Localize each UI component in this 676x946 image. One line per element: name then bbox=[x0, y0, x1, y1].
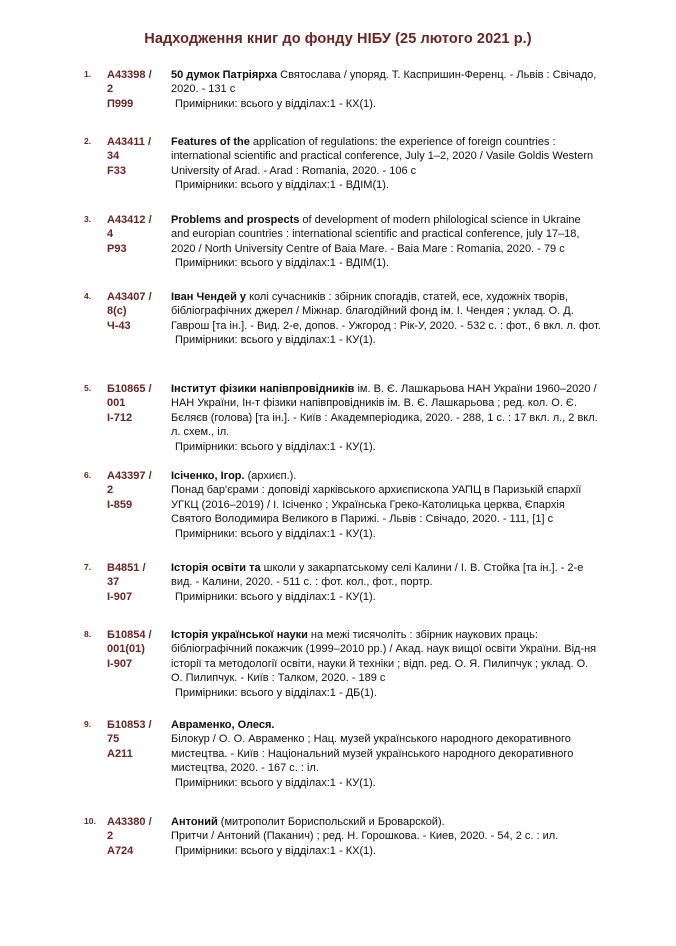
entry-text: of development of modern philological science in Ukraine and europian countries : international scientific and practical conference, july 17–18, 2020 / North University Centre of Baia Mare. - Baia Mare : Romania, 2020. - 79 с bbox=[171, 214, 581, 255]
entry-number: 5. bbox=[84, 383, 92, 393]
copies-info: Примірники: всього у відділах:1 - ВДІМ(1). bbox=[175, 257, 389, 270]
description-second: Понад бар'єрами : доповіді харківського архиєпископа УАПЦ в Паризькій єпархії УГКЦ (2016–2019) / І. Ісіченко ; Українська Греко-Католицька церква, Єпархія Святого Володимира Великого в Парижі. - Львів : Свічадо, 2020. - 111, [1] с bbox=[171, 484, 582, 526]
bibliographic-description bbox=[171, 290, 601, 348]
list-item bbox=[0, 68, 676, 111]
list-item bbox=[0, 561, 676, 604]
shelf-code-line-2: 75 bbox=[107, 733, 120, 746]
shelf-code-line-3: П999 bbox=[107, 97, 134, 110]
shelf-code-line-3: І-712 bbox=[107, 411, 133, 424]
list-item bbox=[0, 718, 676, 790]
shelf-mark bbox=[107, 213, 167, 256]
entry-heading: Features of the bbox=[171, 136, 250, 148]
entry-text: колі сучасників : збірник спогадів, статей, есе, художніх творів, бібліографічних джерел / Міжнар. благодійний фонд ім. І. Чендея ; уклад. О. Д. Гаврош [та ін.]. - Вид. 2-е, допов. - Ужгород : Рік-У, 2020. - 532 с. : фот., 6 вкл. л. фот. bbox=[171, 291, 601, 332]
copies-info: Примірники: всього у відділах:1 - КУ(1). bbox=[175, 334, 376, 347]
shelf-mark bbox=[107, 135, 167, 178]
page-title: Надходження книг до фонду НІБУ (25 лютого 2021 р.) bbox=[144, 31, 532, 47]
shelf-code-line-2: 001 bbox=[107, 397, 126, 410]
entry-number: 3. bbox=[84, 214, 92, 224]
entry-heading: 50 думок Патріярха bbox=[171, 69, 278, 81]
shelf-code-line-1: А43397 / bbox=[107, 470, 152, 482]
shelf-code-line-1: А43407 / bbox=[107, 291, 152, 303]
bibliographic-description bbox=[171, 815, 601, 858]
shelf-mark bbox=[107, 628, 167, 671]
entry-number: 6. bbox=[84, 470, 92, 480]
description-main bbox=[171, 382, 601, 440]
entry-number: 1. bbox=[84, 69, 92, 79]
entry-heading: Problems and prospects bbox=[171, 214, 300, 226]
description-main bbox=[171, 628, 601, 686]
shelf-code-line-2: 34 bbox=[107, 150, 120, 163]
bibliographic-description bbox=[171, 382, 601, 454]
shelf-mark bbox=[107, 718, 167, 761]
entry-text: (митрополит Бориспольский и Броварской). bbox=[217, 816, 445, 828]
shelf-code-line-2: 2 bbox=[107, 83, 114, 96]
entry-text: application of regulations: the experience of foreign countries : international scientific and practical conference, July 1–2, 2020 / Vasile Goldis Western University of Arad. - Arad : Romania, 2020. - 106 с bbox=[171, 136, 594, 177]
list-item bbox=[0, 469, 676, 541]
list-item bbox=[0, 382, 676, 454]
entry-text: (архиєп.). bbox=[244, 470, 297, 482]
description-main bbox=[171, 68, 601, 97]
bibliographic-description bbox=[171, 561, 601, 604]
description-main bbox=[171, 469, 601, 483]
entry-heading: Історія освіти та bbox=[171, 562, 261, 574]
shelf-mark bbox=[107, 561, 167, 604]
copies-info: Примірники: всього у відділах:1 - КУ(1). bbox=[175, 590, 376, 603]
shelf-code-line-1: В4851 / bbox=[107, 562, 146, 574]
copies-info: Примірники: всього у відділах:1 - ВДІМ(1). bbox=[175, 179, 389, 192]
list-item bbox=[0, 628, 676, 700]
shelf-mark bbox=[107, 815, 167, 858]
shelf-mark bbox=[107, 290, 167, 333]
bibliographic-description bbox=[171, 469, 601, 541]
shelf-code-line-1: Б10853 / bbox=[107, 719, 152, 731]
entry-heading: Історія української науки bbox=[171, 629, 308, 641]
description-second: Притчи / Антоний (Паканич) ; ред. Н. Горошкова. - Киев, 2020. - 54, 2 с. : ил. bbox=[171, 830, 559, 843]
description-main bbox=[171, 290, 601, 333]
entry-text: школи у закарпатському селі Калини / І. В. Стойка [та ін.]. - 2-е вид. - Калини, 2020. - 511 с. : фот. кол., фот., портр. bbox=[171, 562, 584, 589]
shelf-mark bbox=[107, 382, 167, 425]
shelf-code-line-1: А43412 / bbox=[107, 214, 152, 226]
shelf-code-line-3: І-907 bbox=[107, 590, 133, 603]
entry-number: 2. bbox=[84, 136, 92, 146]
shelf-code-line-3: P93 bbox=[107, 242, 127, 255]
shelf-code-line-1: А43398 / bbox=[107, 69, 152, 81]
shelf-code-line-3: І-859 bbox=[107, 498, 133, 511]
shelf-code-line-3: Ч-43 bbox=[107, 319, 131, 332]
entry-heading: Інститут фізики напівпровідників bbox=[171, 383, 355, 395]
bibliographic-description bbox=[171, 68, 601, 111]
copies-info: Примірники: всього у відділах:1 - КХ(1). bbox=[175, 844, 376, 857]
shelf-code-line-2: 001(01) bbox=[107, 643, 145, 656]
description-main bbox=[171, 815, 601, 829]
copies-info: Примірники: всього у відділах:1 - КХ(1). bbox=[175, 97, 376, 110]
list-item bbox=[0, 135, 676, 193]
entry-number: 8. bbox=[84, 629, 92, 639]
shelf-code-line-1: А43380 / bbox=[107, 816, 152, 828]
shelf-code-line-3: І-907 bbox=[107, 657, 133, 670]
shelf-code-line-3: А211 bbox=[107, 747, 133, 760]
description-main bbox=[171, 718, 601, 732]
description-main bbox=[171, 135, 601, 178]
entry-heading: Антоний bbox=[171, 816, 218, 828]
copies-info: Примірники: всього у відділах:1 - ДБ(1). bbox=[175, 686, 377, 699]
bibliographic-description bbox=[171, 628, 601, 700]
shelf-code-line-3: F33 bbox=[107, 164, 126, 177]
shelf-mark bbox=[107, 469, 167, 512]
bibliographic-description bbox=[171, 135, 601, 193]
shelf-mark bbox=[107, 68, 167, 111]
shelf-code-line-2: 2 bbox=[107, 484, 114, 497]
entry-number: 9. bbox=[84, 719, 92, 729]
shelf-code-line-1: Б10865 / bbox=[107, 383, 152, 395]
description-second: Білокур / О. О. Авраменко ; Нац. музей українського народного декоративного мистецтва. - Київ : Національний музей українського народного декоративного мистецтва, 2020. - 167 с. : іл. bbox=[171, 733, 574, 775]
description-main bbox=[171, 213, 601, 256]
entry-text: Святослава / упоряд. Т. Каспришин-Ференц. - Львів : Свічадо, 2020. - 131 с bbox=[171, 69, 597, 96]
list-item bbox=[0, 213, 676, 271]
entry-text: на межі тисячоліть : збірник наукових праць: бібліографічний покажчик (1999–2010 рр.) / Акад. наук вищої освіти України. Від-ня історії та методології освіти, науки й техніки ; відп. ред. О. Я. Пилипчук ; уклад. О. О. Пилипчук. - Київ : Талком, 2020. - 189 с bbox=[171, 629, 597, 685]
entry-heading: Іван Чендей у bbox=[171, 291, 247, 303]
entry-number: 10. bbox=[84, 816, 96, 826]
description-main bbox=[171, 561, 601, 590]
bibliographic-description bbox=[171, 213, 601, 271]
entry-number: 7. bbox=[84, 562, 92, 572]
shelf-code-line-1: А43411 / bbox=[107, 136, 152, 148]
shelf-code-line-1: Б10854 / bbox=[107, 629, 152, 641]
shelf-code-line-2: 4 bbox=[107, 228, 114, 241]
entry-number: 4. bbox=[84, 291, 92, 301]
entry-text: ім. В. Є. Лашкарьова НАН України 1960–2020 / НАН України, Ін-т фізики напівпровідників ім. В. Є. Лашкарьова ; ред. кол. О. Є. Бєляєв (голова) [та ін.]. - Київ : Академперіодика, 2020. - 288, 1 с. : 17 вкл. л., 2 вкл. л. схем., іл. bbox=[171, 383, 598, 439]
list-item bbox=[0, 290, 676, 348]
entry-heading: Авраменко, Олеся. bbox=[171, 719, 275, 731]
shelf-code-line-2: 37 bbox=[107, 576, 120, 589]
copies-info: Примірники: всього у відділах:1 - КУ(1). bbox=[175, 527, 376, 540]
entry-heading: Ісіченко, Ігор. bbox=[171, 470, 245, 482]
bibliographic-description bbox=[171, 718, 601, 790]
shelf-code-line-3: А724 bbox=[107, 844, 134, 857]
list-item bbox=[0, 815, 676, 858]
shelf-code-line-2: 2 bbox=[107, 830, 114, 843]
copies-info: Примірники: всього у відділах:1 - КУ(1). bbox=[175, 776, 376, 789]
copies-info: Примірники: всього у відділах:1 - КУ(1). bbox=[175, 440, 376, 453]
shelf-code-line-2: 8(с) bbox=[107, 305, 127, 318]
